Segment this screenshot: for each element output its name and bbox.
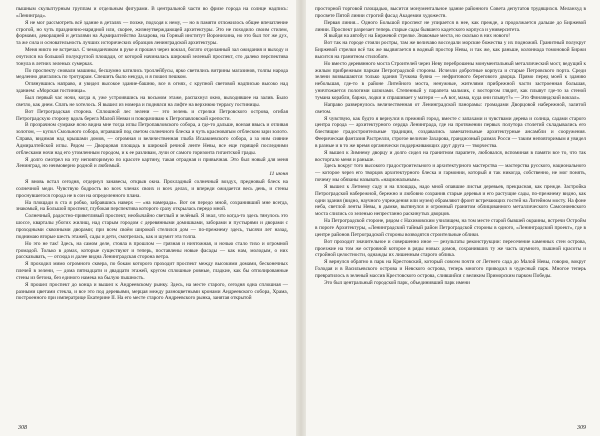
paragraph: Оглянувшись направо, я увидел высокое здание-башню, все в огнях, с крупной световой надписью высоко над зданием: «Морская гостиница».: [16, 81, 288, 95]
paragraph: Я долго смотрел на эту неповторимую по красоте картину, такая отрадная и привычная. Это был новый для меня Ленинград, но неимоверно родной и любимый.: [16, 156, 288, 170]
paragraph: Был первый час ночи, когда я, уже устроившись на восьмом этаже, распахнул окно, выходившее на залив. Было светло, как днем. Спать не хотелось. Я вышел из номера и поднялся на лифте на верхнюю террасу гостиницы.: [16, 94, 288, 108]
paragraph: Вот Петроградская сторона. Сплошной лес зелени — это зелень и стрелки Петровского острова, огибая Петроградскую сторону вдоль берега Малой Невки и поворачиваю к Петропавловской крепости.: [16, 108, 288, 122]
entry-date: 11 июня: [269, 171, 288, 178]
paragraph: В прозрачном сумраке ясно видна мне тогда иглы Петропавловского собора, а где-то дальше, вонзая ввысь и отливая золотом, — купол Смольного собора, игравший под светом солнечного блеска и чуть красноватым отблеском зари золото. Справа, видимая над крышами домов, — огромная и величественная глыба Исаакиевского собора, а за ним сияние Адмиралтейской иглы. Рядом — Дворцовая площадь в широкой речной ленте Невы, все еще горящей последними отблесками ночи над его утомленным городом, и к ее разливам, лучи от самого горизонта гигантской грады.: [16, 122, 288, 156]
right-page-number: 309: [577, 425, 586, 431]
paragraph: Но это не так! Здесь, на самом деле, стояла в прошлом — грязная и ничтожная, и ночью стало тихо и огромной громадой. Только в домах, которые существуют и теперь, поставлены новые фасады — как нам, молодым, о них рассказывать, — отсюда и далее видна Ленинградская сторона ветра.: [16, 240, 288, 261]
paragraph: Я прошел проспект до конца и вышел к Андреевскому рынку. Здесь, на месте старого, сегодня одна сплошная — разными цветами стекла, и все это под деревьями, мерцая между разноцветными кронами Андреевского собора, Храма, построенного при императрице Екатерине II. На его месте старого Андреевского рынка, занятая открытой: [16, 281, 288, 302]
paragraph: просторной торговой площадью, высится монументальное здание районного Совета депутатов трудящихся. Меланхуд в просвете Пятой линии строгий фасад Академии художеств.: [315, 6, 586, 19]
paragraph: Я вышел к Летнему саду и на площадь, надо мной опавшие листья деревьев, прекрасная, как прежде. Застройка Петроградской набережной, бережно и любовно сохранив старые деревья и его растущие сады, по-прежнему видно, как одни здания (видно, научного учреждения или музея) обрамляют фронт встречающих гостей на Литейном мосту. На фоне неба, светлой ленты Невы, в дымке, вытянулся и огромный гранитом облицованного металлического Самсониевского моста слились со зеленью непрестанно раскинутых дворцов.: [315, 183, 586, 218]
paragraph: Вот так на городе стояли ростры, там же величаво восседали морские божества у их подножий. Гранитный полукруг Биржевой стрелки всё так же выдвигается в водный простор Невы, и так же, как раньше, колоннада томоновой Биржи высится на гранитном стилобате.: [315, 40, 586, 60]
paragraph: Я вышел к Зимнему дворцу и долго сидел на гранитном парапете, любовался, вспоминая в памяти все то, что так восторгало меня и раньше.: [315, 149, 586, 163]
paragraph: пышным скульптурным группам и отдельным фигурами. В центральной части во фризе города на солнце надпись: «Ленинград».: [16, 6, 288, 19]
paragraph: Вот проходит значительное и совершенно иное — результаты реконструкции: пересечение каменных стен острова, проезжие на том же островной которое в ряды новых домов, сохранивших ту же часть шумного, пышной красоты и стройной целостности, однажды их лишенным старого облика.: [315, 238, 586, 259]
left-page-number: 308: [18, 425, 27, 431]
paragraph: Меня никто не встречал. С чемоданчиком в руке я прошел через вокзал, богато отделанный зал ожидания и выходу и очутился на большой полукруглой площади, от которой начиналась широкий зеленый проспект, сто далеко перспектива тонула в летних зеленых сумерках.: [16, 47, 288, 67]
paragraph: На площади в ста я робко, забравшись наверх — «на намерада». Вот он передо мной, сохранивший мне всегда, знакомый, на Большой проспект, глубокая перспектива которого сразу открылась передо мной.: [16, 199, 288, 213]
paragraph: Я вновь встал сегодня, отдернул занавесы, открыв окна. Прохладный солнечный воздух, предновый блеск на солнечной меди. Чувствую бодрость во всех членах своих и всех делах, и впереди ожидается весь день, и стены проснувшегося города не в сон на определенного плана.: [16, 179, 288, 199]
paragraph: Но вместо деревянного моста Строителей через Неву переброшены монументальный металлический мост, ведущий к жилым прибрежным паркам Петроградской стороны. Исчезли добротные корпуса и старые Петровского порта. Среди зелени возвышаются только здания Тучкова буяна — нефритового берегового дворца. Прямо перед моей к зданию небольшая, где-то в районе Литейного моста, ненужные, жителями прибрежной части застроенная большая, уничтожается пологими шлюзами. Степенный у парапета мальчик, с восторгом глядит, как плывут где-то за стеной тумана корабли, баржи, лодки и спрашивает у матери — «А вот, мама, куда они плывут?» — Это Финляндский вокзал».: [315, 60, 586, 101]
paragraph: Я выйдя на автобус на Биржевой стрелке. Знакомые места, но сколько в них нового!: [324, 33, 511, 40]
paragraph: По проспекту сновали машины, бесшумно катились троллейбусы, ярко светились витрины магазинов, толпы народа медленно двигались по тротуарам. Спешить было некуда, и я пошел пешком.: [16, 67, 288, 81]
right-page: [315, 6, 586, 432]
paragraph: Я чувствую, как будто я вернулся в прежний город, вместе с запахами и чувствами дерева и солнца, садами старого центра города — архитектурного сердца Ленинграда, где на протяжении первых полутора столетий складывались его блестящие градостроительные традиции, создавались замечательные архитектурные ансамбли и сооружения. Феерическая фантазия Растрелли, строгое величие Захарова, грандиозный размах Росси — таким неповторимым я увидел в разные и в то же время органически поддерживающих друг друга — творчества.: [315, 115, 586, 149]
paragraph: Это был центральный городской парк, объединивший парк имени: [324, 279, 470, 286]
book-gutter: [296, 0, 306, 436]
paragraph: Я не мог рассмотреть всё здание в деталях — позже, подходя к нему, — но в памяти отложилось общее впечатление строгой, но чуть празднично-нарядной или, скорее, жизнеутверждающей архитектуры. Это не походило своим стилем, формами, декорацией и деталями на Адмиралтейство Захарова, на Горный институт Воронихина, но это был тот же дух, та же сила и основательность лучших исторических образцов ленинградской архитектуры.: [16, 19, 288, 47]
paragraph: На Петроградской стороне, рядом с Нахимовским училищем, на том месте старой бывшей окраины, встречи Остройм в пороге Архитектуры, «Ленинградский тайный район Петроградской стороны в одного, «Ленинградский проект», где в центре районов Петроградской стороны возводятся строительные облики.: [315, 218, 586, 238]
paragraph: Я проходил мимо огромного сквера, по бокам которого проходит проспект между высокими домами, бесконечных плечей в зелени, — дома пятнадцати и двадцати этажей, кругом сплошные ровные, гладкие, как бы отполированные стены из бетона, без единого намека на былую пышность.: [16, 261, 288, 281]
paragraph: Я вернулся обратно в парк на Крестовский, который совсем почти от Летнего сада до Малой Невы, говорю, вокруг Голодая и в Васильевского острова и Невского острова, теперь многого приводил в чудесный парк. Многое теперь превратилось в зеленый массив Крестовского острова, слившийся с великим Приморским парком Победы.: [315, 259, 586, 279]
left-page: [16, 6, 288, 432]
paragraph: Направо развернулось величественная от Ленинградской панорамы: громадами Дворцовой набережной, залитой светом.: [315, 101, 586, 115]
paragraph: Здесь вокруг того высокого градостроительного и архитектурного мастерства — мастерства русского, национального — которое через его творцов архитектурного блеска и гармонии, который я так никогда, собственно, не мог понять, почему мы обязаны называть «национальным».: [315, 163, 586, 184]
paragraph: Солнечный, радостно-приветливый проспект, необычайно светлый и зелёный. Я знал, что когда-то здесь тянулось это шоссе, кварталы убогих жилищ, над старым городом с деревянными домишками, заборами и пустырями и дворами с проходными сквозными дворами; при всем своём широкой стелился дом — по-прежнему здесь, тысячи лет назад, поднимаю вторые шесть этажей, сады и дети, смотрелась, как и шумит эта толпа.: [16, 213, 288, 240]
paragraph: Первая линия... Одного Большой проспект не упирается в нее, как прежде, а продолжается дальше до Биржевой линии. Проспект разрезает теперь старые сады бывшего кадетского корпуса и университета.: [315, 19, 586, 33]
